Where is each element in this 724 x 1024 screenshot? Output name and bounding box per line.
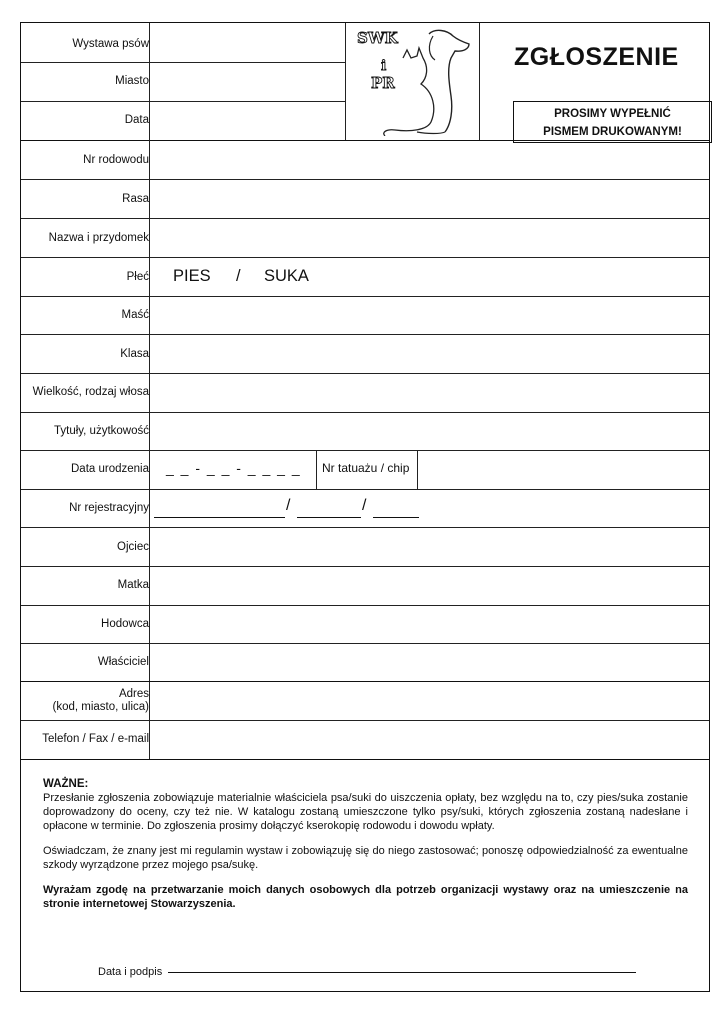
- class-input[interactable]: [150, 335, 708, 372]
- label-dam: Matka: [117, 579, 149, 591]
- label-sire: Ojciec: [117, 541, 149, 553]
- label-chip: Nr tatuażu / chip: [322, 461, 410, 475]
- show-input[interactable]: [150, 24, 344, 61]
- registration-part-2[interactable]: [297, 501, 361, 518]
- notes-paragraph: Oświadczam, że znany jest mi regulamin wystaw i zobowiązuję się do niego zastosować; ponoszę odpowiedzialność za ewentualne szkody wyrządzone przez mojego psa/sukę.: [43, 845, 688, 871]
- breed-input[interactable]: [150, 180, 708, 217]
- label-owner: Właściciel: [97, 656, 149, 668]
- color-input[interactable]: [150, 297, 708, 333]
- label-pedigree-no: Nr rodowodu: [83, 154, 149, 166]
- name-input[interactable]: [150, 219, 708, 256]
- divider: [345, 23, 346, 140]
- logo-text: SWK: [357, 29, 398, 47]
- label-birth-date: Data urodzenia: [71, 463, 149, 475]
- owner-input[interactable]: [150, 644, 708, 680]
- important-notes: [43, 777, 688, 922]
- label-phone: Telefon / Fax / e-mail: [42, 733, 149, 745]
- entry-form: [20, 22, 710, 992]
- label-show: Wystawa psów: [72, 38, 149, 50]
- sex-option-female[interactable]: SUKA: [264, 267, 309, 285]
- fill-notice: [513, 101, 712, 143]
- label-name: Nazwa i przydomek: [48, 232, 149, 244]
- registration-part-3[interactable]: [373, 501, 419, 518]
- logo-text: i: [381, 58, 387, 74]
- label-address: Adres: [118, 688, 149, 700]
- label-sex: Płeć: [126, 271, 149, 283]
- label-city: Miasto: [115, 75, 149, 87]
- signature-input[interactable]: [168, 972, 636, 973]
- signature-row: [98, 966, 636, 978]
- dam-input[interactable]: [150, 567, 708, 604]
- birth-date-mask[interactable]: _ _ - _ _ - _ _ _ _: [166, 460, 302, 476]
- phone-input[interactable]: [150, 721, 708, 758]
- registration-part-1[interactable]: [154, 501, 285, 518]
- registration-separator: /: [362, 497, 367, 514]
- notes-consent: Wyrażam zgodę na przetwarzanie moich danych osobowych dla potrzeb organizacji wystawy oraz na umieszczenie na stronie internetowej Stowarzyszenia.: [43, 884, 688, 910]
- notes-heading: WAŻNE:: [43, 778, 89, 790]
- city-input[interactable]: [150, 63, 344, 100]
- signature-label: Data i podpis: [98, 966, 163, 978]
- logo-dog-cat-icon: [351, 26, 471, 136]
- label-breeder: Hodowca: [101, 618, 149, 630]
- divider: [21, 257, 709, 258]
- label-class: Klasa: [120, 348, 149, 360]
- divider: [21, 759, 709, 760]
- form-title: ZGŁOSZENIE: [514, 43, 679, 71]
- label-color: Maść: [121, 309, 149, 321]
- label-breed: Rasa: [122, 193, 149, 205]
- label-size-coat: Wielkość, rodzaj włosa: [32, 386, 149, 398]
- registration-separator: /: [286, 497, 291, 514]
- size-coat-input[interactable]: [150, 374, 708, 411]
- pedigree-no-input[interactable]: [150, 141, 708, 178]
- chip-input[interactable]: [418, 451, 708, 488]
- notice-line: PROSIMY WYPEŁNIĆ: [554, 108, 671, 120]
- label-registration-no: Nr rejestracyjny: [69, 502, 149, 514]
- label-titles: Tytuły, użytkowość: [53, 425, 149, 437]
- divider: [21, 489, 709, 490]
- address-input[interactable]: [150, 682, 708, 719]
- sex-option-male[interactable]: PIES: [173, 267, 211, 285]
- titles-input[interactable]: [150, 413, 708, 449]
- label-date: Data: [124, 114, 149, 126]
- divider: [479, 23, 480, 140]
- sex-separator: /: [236, 267, 241, 285]
- notes-paragraph: Przesłanie zgłoszenia zobowiązuje materialnie właściciela psa/suki do uiszczenia opłaty, bez względu na to, czy pies/suka zostanie doprowadzony do oceny, czy też nie. W katalogu zostaną umieszczone tylko psy/suki, których zgłoszenia zostaną nadesłane i opłacone w terminie. Do zgłoszenia prosimy dołączyć kserokopię rodowodu i dowodu wpłaty.: [43, 792, 688, 832]
- date-input[interactable]: [150, 102, 344, 139]
- logo-text: PR: [371, 74, 395, 92]
- sire-input[interactable]: [150, 528, 708, 565]
- divider: [316, 450, 317, 489]
- breeder-input[interactable]: [150, 606, 708, 642]
- label-address-hint: (kod, miasto, ulica): [52, 701, 149, 713]
- notice-line: PISMEM DRUKOWANYM!: [543, 126, 682, 138]
